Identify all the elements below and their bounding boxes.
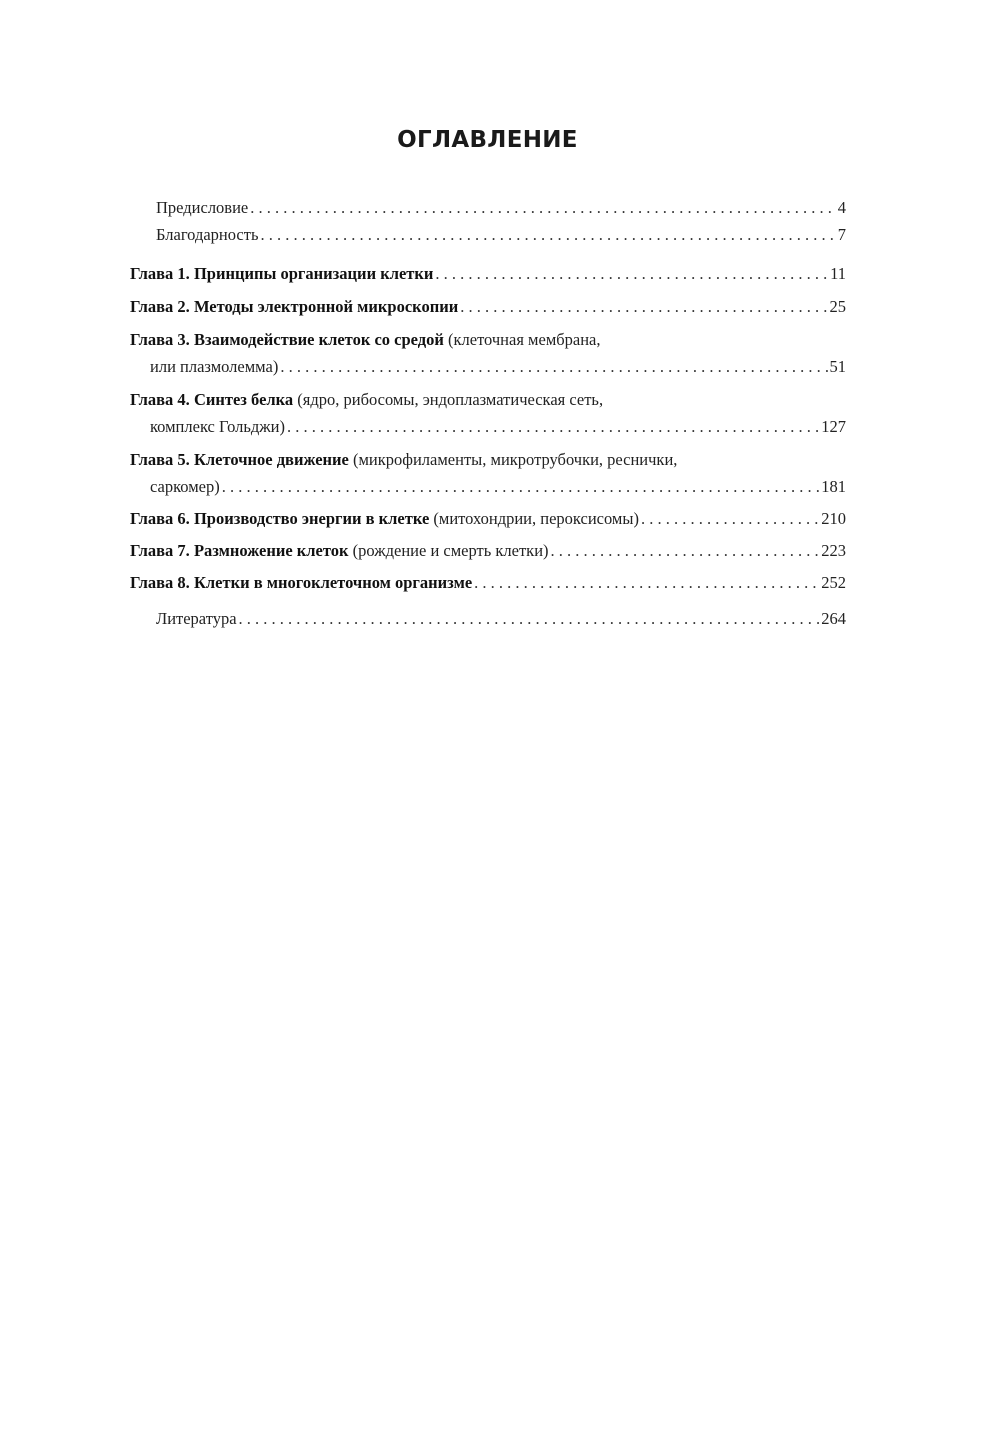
chapter-title: Размножение клеток	[193, 541, 349, 560]
chapter-number: Глава 4.	[130, 390, 190, 409]
toc-page-number: 223	[821, 541, 846, 560]
table-of-contents	[130, 194, 846, 632]
toc-entry-references[interactable]	[130, 605, 846, 632]
dot-leader	[239, 605, 820, 632]
toc-entry-chapter-8[interactable]	[130, 569, 846, 596]
chapter-number: Глава 6.	[130, 509, 190, 528]
chapter-note-continued: саркомер)	[150, 477, 220, 496]
dot-leader	[551, 537, 820, 564]
dot-leader	[250, 194, 836, 221]
toc-page-number: 127	[821, 417, 846, 436]
chapter-number: Глава 2.	[130, 297, 190, 316]
toc-entry-chapter-5[interactable]	[130, 446, 846, 500]
toc-entry-chapter-6[interactable]	[130, 505, 846, 532]
toc-page-number: 252	[821, 573, 846, 592]
chapter-number: Глава 3.	[130, 330, 190, 349]
chapter-title: Производство энергии в клетке	[193, 509, 430, 528]
toc-entry-chapter-4[interactable]	[130, 386, 846, 440]
chapter-title: Синтез белка	[193, 390, 294, 409]
chapter-note: (микрофиламенты, микротрубочки, реснички,	[353, 450, 678, 469]
toc-entry-label: Благодарность	[156, 225, 259, 244]
chapter-title: Клеточное движение	[193, 450, 349, 469]
toc-entry-preface[interactable]	[130, 194, 846, 221]
page-title: ОГЛАВЛЕНИЕ	[397, 127, 578, 153]
dot-leader	[641, 505, 819, 532]
chapter-title: Взаимодействие клеток со средой	[193, 330, 444, 349]
toc-entry-label: Литература	[156, 609, 237, 628]
toc-page-number: 210	[821, 509, 846, 528]
toc-entry-chapter-3[interactable]	[130, 326, 846, 380]
chapter-note-continued: комплекс Гольджи)	[150, 417, 285, 436]
toc-entry-acknowledgements[interactable]	[130, 221, 846, 248]
toc-entry-label: Предисловие	[156, 198, 249, 217]
dot-leader	[222, 473, 820, 500]
dot-leader	[280, 353, 827, 380]
toc-page-number: 264	[821, 609, 846, 628]
dot-leader	[260, 221, 835, 248]
toc-entry-chapter-2[interactable]	[130, 293, 846, 320]
chapter-note: (рождение и смерть клетки)	[352, 541, 549, 560]
chapter-note: (ядро, рибосомы, эндоплазматическая сеть,	[297, 390, 604, 409]
chapter-note-continued: или плазмолемма)	[150, 357, 279, 376]
chapter-number: Глава 8.	[130, 573, 190, 592]
toc-page-number: 11	[830, 264, 846, 283]
toc-entry-chapter-7[interactable]	[130, 537, 846, 564]
toc-page-number: 51	[829, 357, 846, 376]
chapter-title: Методы электронной микроскопии	[193, 297, 459, 316]
dot-leader	[287, 413, 819, 440]
dot-leader	[474, 569, 819, 596]
dot-leader	[460, 293, 827, 320]
toc-entry-chapter-1[interactable]	[130, 260, 846, 287]
chapter-number: Глава 5.	[130, 450, 190, 469]
chapter-number: Глава 7.	[130, 541, 190, 560]
chapter-number: Глава 1.	[130, 264, 190, 283]
chapter-note: (митохондрии, пероксисомы)	[433, 509, 639, 528]
dot-leader	[435, 260, 828, 287]
toc-page-number: 25	[829, 297, 846, 316]
toc-page-number: 7	[837, 225, 846, 244]
chapter-title: Принципы организации клетки	[193, 264, 434, 283]
chapter-note: (клеточная мембрана,	[448, 330, 601, 349]
toc-page-number: 181	[821, 477, 846, 496]
toc-page-number: 4	[837, 198, 846, 217]
chapter-title: Клетки в многоклеточном организме	[193, 573, 473, 592]
